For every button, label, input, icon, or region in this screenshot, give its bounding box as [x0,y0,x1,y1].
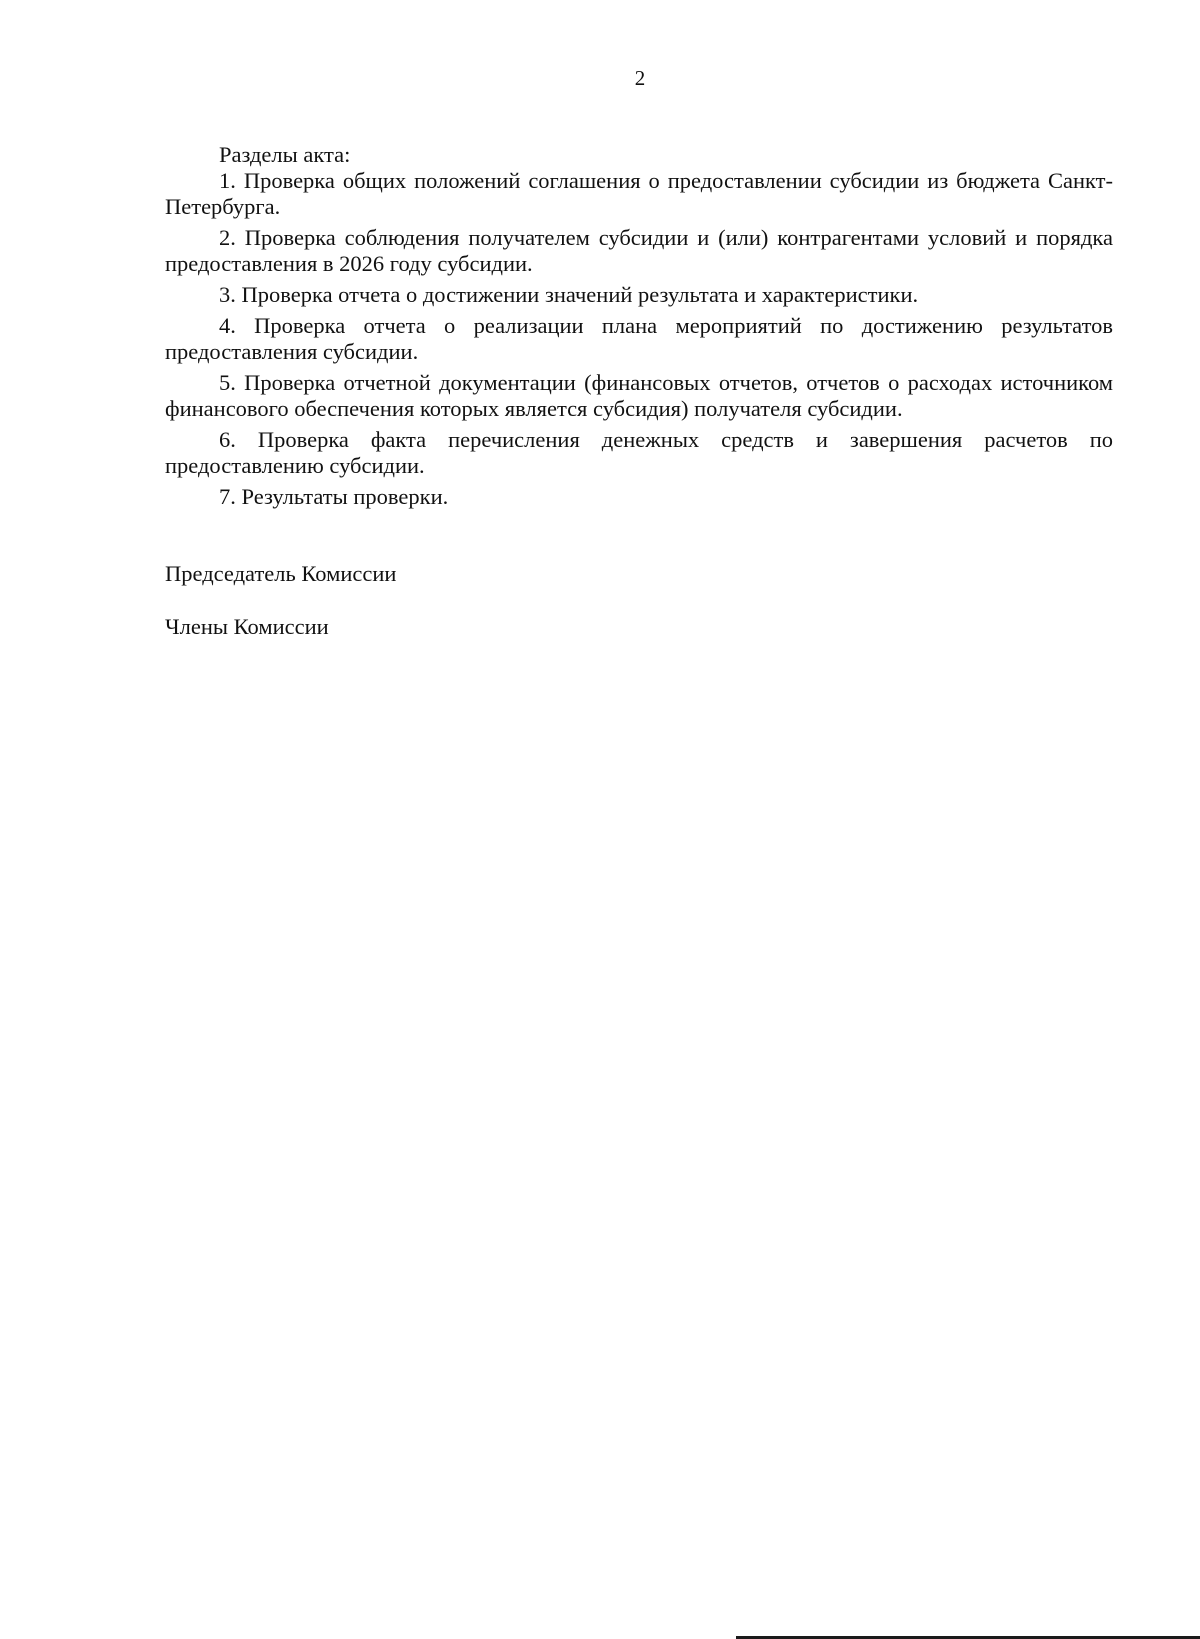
sections-heading: Разделы акта: [219,142,351,167]
page-number: 2 [634,66,646,90]
section-item-4: 4. Проверка отчета о реализации плана мероприятий по достижению результатов предоставления субсидии. [165,313,1113,364]
chair-signature-label: Председатель Комиссии [165,561,397,586]
section-item-6: 6. Проверка факта перечисления денежных средств и завершения расчетов по предоставлению субсидии. [165,427,1113,478]
section-item-5: 5. Проверка отчетной документации (финансовых отчетов, отчетов о расходах источником финансового обеспечения которых является субсидия) получателя субсидии. [165,370,1113,421]
section-item-1: 1. Проверка общих положений соглашения о предоставлении субсидии из бюджета Санкт-Петербурга. [165,168,1113,219]
section-item-3: 3. Проверка отчета о достижении значений результата и характеристики. [219,282,919,307]
act-sections [165,142,1113,510]
section-item-7: 7. Результаты проверки. [219,484,449,509]
members-signature-label: Члены Комиссии [165,614,329,639]
section-item-2: 2. Проверка соблюдения получателем субсидии и (или) контрагентами условий и порядка предоставления в 2026 году субсидии. [165,225,1113,276]
